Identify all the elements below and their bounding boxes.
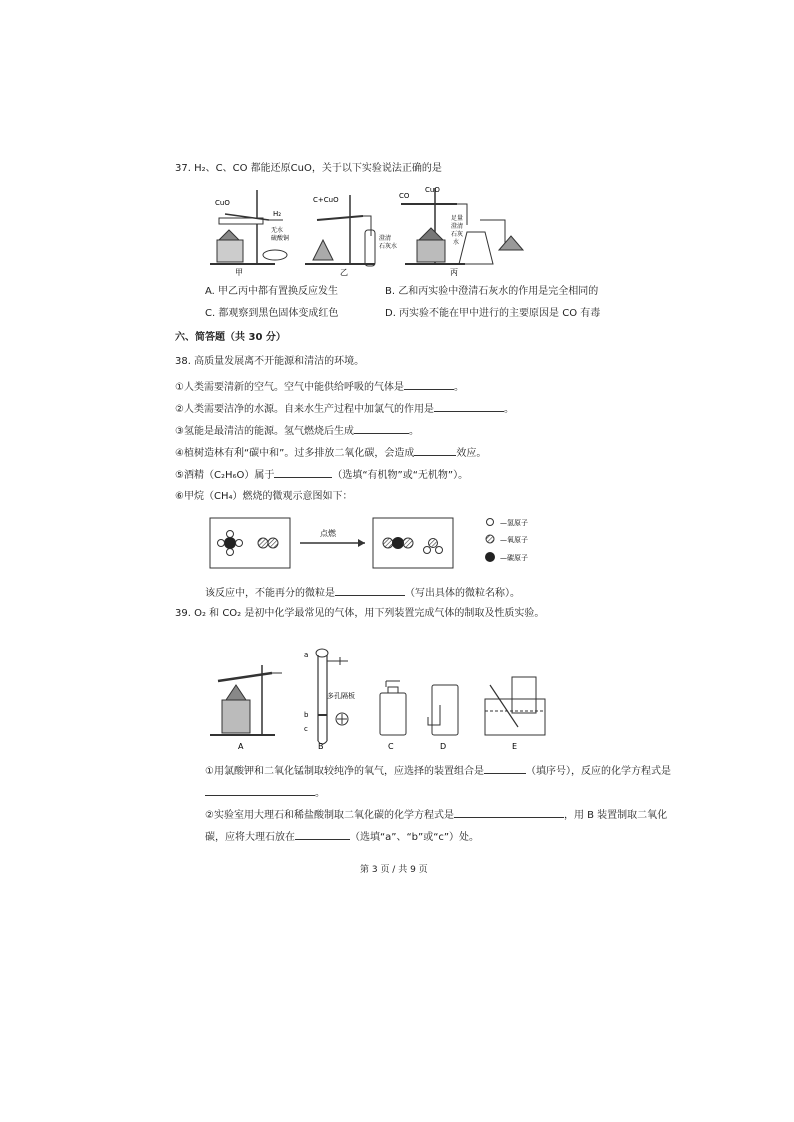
q37-apparatus-figure	[205, 180, 525, 280]
fig-c-qty4: 水	[453, 239, 460, 246]
answer-blank[interactable]	[274, 466, 332, 478]
point-c: c	[304, 725, 308, 733]
q37-option-c: C. 都观察到黑色固体变成红色	[205, 308, 339, 319]
q37-stem: 37. H₂、C、CO 都能还原CuO，关于以下实验说法正确的是	[175, 163, 442, 174]
fig-c-cuo: CuO	[425, 186, 440, 194]
q38-follow: 该反应中，不能再分的微粒是 （写出具体的微粒名称）。	[205, 584, 520, 601]
arrow-label: 点燃	[320, 529, 336, 538]
answer-blank[interactable]	[434, 400, 504, 412]
fig-b-lime: 澄清	[379, 235, 392, 242]
fig-a-cuso4: 硫酸铜	[271, 235, 290, 242]
fig-c-co: CO	[399, 192, 410, 200]
q39-item-2: ②实验室用大理石和稀盐酸制取二氧化碳的化学方程式是 ，用 B 装置制取二氧化	[205, 806, 667, 823]
fig-b-lime2: 石灰水	[379, 243, 398, 250]
answer-blank[interactable]	[484, 762, 526, 774]
fig-a-anhydrous: 无水	[271, 227, 284, 234]
q39-item-1: ①用氯酸钾和二氧化锰制取较纯净的氧气，应选择的装置组合是 （填序号），反应的化学方程式是	[205, 762, 671, 779]
q39-apparatus-figure	[200, 635, 570, 755]
q37-option-b: B. 乙和丙实验中澄清石灰水的作用是完全相同的	[385, 286, 599, 297]
fig-c-qty2: 澄清	[451, 223, 464, 230]
q38-item-2: ②人类需要洁净的水源。自来水生产过程中加氯气的作用是 。	[175, 400, 514, 417]
label-e: E	[512, 742, 518, 751]
q38-stem: 38. 高质量发展离不开能源和清洁的环境。	[175, 356, 365, 367]
fig-b-caption: 乙	[340, 268, 348, 277]
b-porous-plate: 多孔隔板	[327, 692, 355, 700]
q38-item-5: ⑤酒精（C₂H₆O）属于 （选填“有机物”或“无机物”）。	[175, 466, 468, 483]
label-a: A	[238, 742, 244, 751]
q39-item-1-line2: 。	[205, 784, 325, 801]
page-footer: 第 3 页 / 共 9 页	[360, 865, 428, 875]
legend-carbon: —碳原子	[500, 554, 528, 562]
q39-item-2-line2: 碳，应将大理石放在 （选填“a”、“b”或“c”）处。	[205, 828, 479, 845]
section-title: 六、简答题（共 30 分）	[175, 332, 286, 343]
legend-oxygen: —氧原子	[500, 536, 528, 544]
fig-c-qty1: 足量	[451, 215, 464, 222]
q38-item-1: ①人类需要清新的空气。空气中能供给呼吸的气体是 。	[175, 378, 464, 395]
fig-a-cuo: CuO	[215, 199, 230, 207]
answer-blank[interactable]	[295, 828, 350, 840]
answer-blank[interactable]	[454, 806, 564, 818]
point-a: a	[304, 651, 309, 659]
answer-blank[interactable]	[414, 444, 456, 456]
label-d: D	[440, 742, 447, 751]
fig-b-ccuo: C+CuO	[313, 196, 339, 204]
q37-option-d: D. 丙实验不能在甲中进行的主要原因是 CO 有毒	[385, 308, 601, 319]
point-b: b	[304, 711, 309, 719]
methane-combustion-diagram	[205, 510, 585, 575]
fig-a-caption: 甲	[235, 268, 243, 277]
q38-item-6: ⑥甲烷（CH₄）燃烧的微观示意图如下：	[175, 491, 353, 502]
q38-item-3: ③氢能是最清洁的能源。氢气燃烧后生成 。	[175, 422, 419, 439]
answer-blank[interactable]	[404, 378, 454, 390]
fig-a-h2: H₂	[273, 210, 282, 218]
label-c: C	[388, 742, 394, 751]
answer-blank[interactable]	[205, 784, 315, 796]
answer-blank[interactable]	[354, 422, 409, 434]
q39-stem: 39. O₂ 和 CO₂ 是初中化学最常见的气体，用下列装置完成气体的制取及性质实验。	[175, 608, 545, 619]
q38-item-4: ④植树造林有利“碳中和”。过多排放二氧化碳，会造成 效应。	[175, 444, 486, 461]
label-b: B	[318, 742, 324, 751]
fig-c-qty3: 石灰	[451, 231, 464, 238]
fig-c-caption: 丙	[450, 268, 458, 277]
answer-blank[interactable]	[335, 584, 405, 596]
q37-option-a: A. 甲乙丙中都有置换反应发生	[205, 286, 339, 297]
legend-hydrogen: —氢原子	[500, 519, 528, 527]
